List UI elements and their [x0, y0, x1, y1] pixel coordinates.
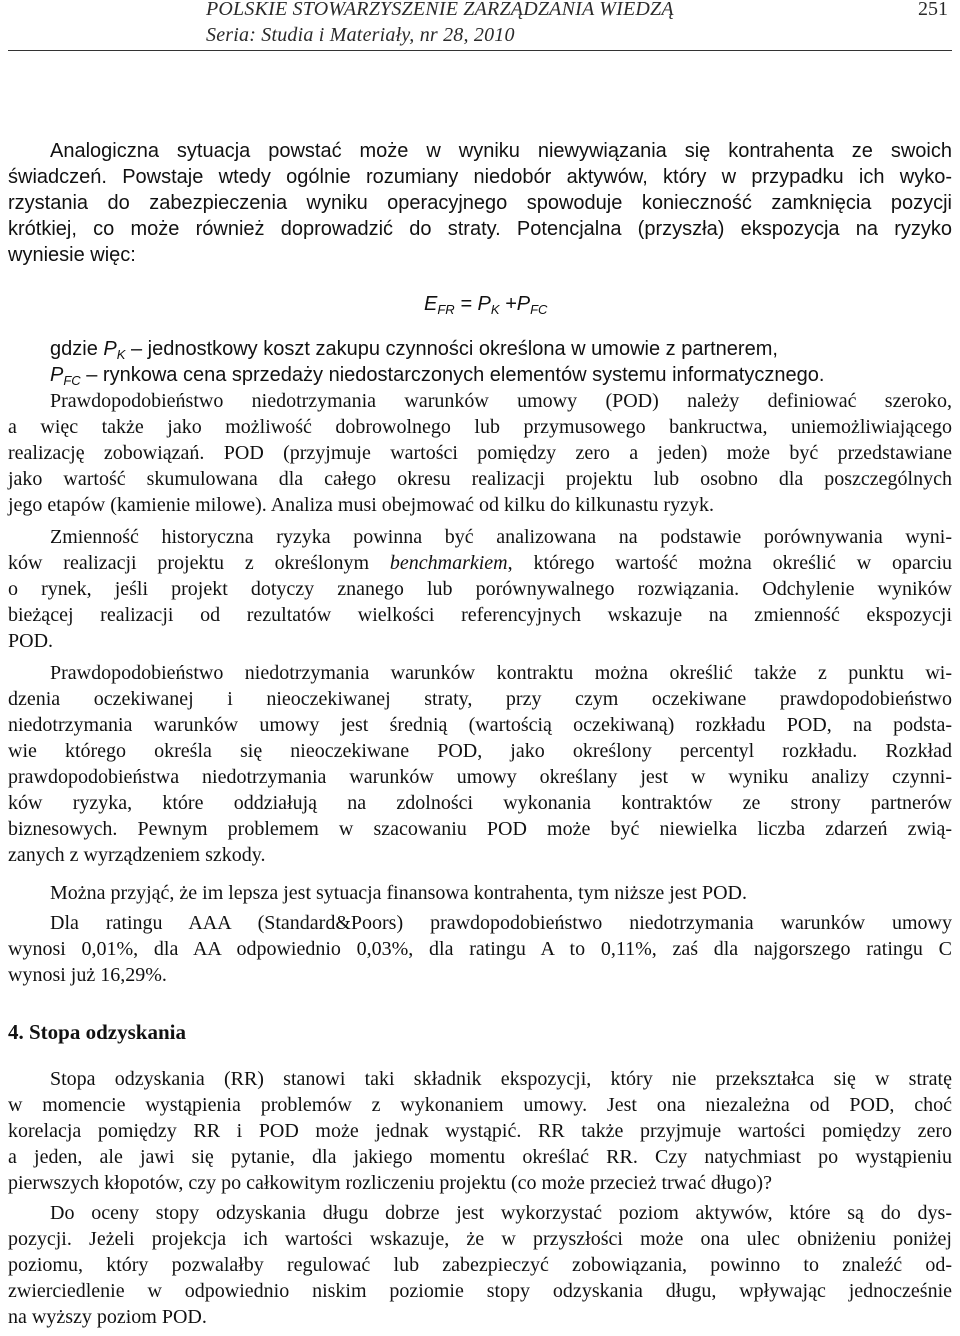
paragraph-line: Stopa odzyskania (RR) stanowi taki składnik ekspozycji, który nie przekształca się w stratę	[50, 1068, 952, 1090]
paragraph-line: poziomu, który pozwalałby regulować lub zabezpieczyć zobowiązania, powinno to znaleźć od-	[8, 1254, 952, 1276]
definition-text: – rynkowa cena sprzedaży niedostarczonych elementów systemu informatycznego.	[80, 364, 825, 386]
paragraph-line: korelacja pomiędzy RR i POD może jednak wystąpić. RR także przyjmuje wartości pomiędzy zero	[8, 1120, 952, 1142]
paragraph-line	[8, 550, 952, 576]
paragraph-line: niedotrzymania warunków umowy jest średnią (wartością oczekiwaną) rozkładu POD, na podsta-	[8, 714, 952, 736]
paragraph-line: pozycji. Jeżeli projekcja ich wartości wskazuje, że w przyszłości może ona ulec obniżeniu poniżej	[8, 1228, 952, 1250]
paragraph-line: o rynek, jeśli projekt dotyczy znanego lub porównywalnego rozwiązania. Odchylenie wyników	[8, 578, 952, 600]
paragraph-line: rzystania do zabezpieczenia wyniku operacyjnego spowoduje konieczność zamknięcia pozycji	[8, 192, 952, 214]
paragraph-line: zanych z wyrządzeniem szkody.	[8, 844, 266, 866]
paragraph-line: wie którego określa się nieoczekiwane POD, jako określony percentyl rozkładu. Rozkład	[8, 740, 952, 762]
italic-term: benchmarkiem	[389, 552, 508, 574]
exposure-equation	[424, 291, 547, 323]
paragraph-line: prawdopodobieństwa niedotrzymania warunków umowy określany jest w wyniku analizy czynni-	[8, 766, 952, 788]
eq-plus: +	[499, 293, 517, 315]
section-heading: 4. Stopa odzyskania	[8, 1020, 186, 1044]
eq-term2: P	[516, 293, 531, 315]
eq-lhs: E	[424, 293, 438, 315]
paragraph-line: krótkiej, co może również doprowadzić do straty. Potencjalna (przyszła) ekspozycja na ryzyko	[8, 218, 952, 240]
paragraph-line: Zmienność historyczna ryzyka powinna być analizowana na podstawie porównywania wyni-	[50, 526, 952, 548]
eq-term2-sub: FC	[530, 302, 548, 317]
paragraph-line: pierwszych kłopotów, czy po całkowitym rozliczeniu projektu (co może przecież trwać długo)?	[8, 1172, 772, 1194]
definition-var: P	[50, 364, 64, 386]
paragraph-line: wynosi już 16,29%.	[8, 964, 167, 986]
paragraph-line: POD.	[8, 630, 54, 652]
journal-title: POLSKIE STOWARZYSZENIE ZARZĄDZANIA WIEDZĄ	[206, 0, 674, 20]
eq-term1-sub: K	[490, 302, 500, 317]
definition-var-sub: FC	[63, 373, 81, 388]
paragraph-line: biznesowych. Pewnym problemem w szacowaniu POD może być niewielka liczba zdarzeń zwią-	[8, 818, 952, 840]
definition-text: – jednostkowy koszt zakupu czynności określona w umowie z partnerem,	[125, 338, 778, 360]
paragraph-line: dzenia oczekiwanej i nieoczekiwanej straty, przy czym oczekiwane prawdopodobieństwo	[8, 688, 952, 710]
paragraph-line: realizację zobowiązań. POD (przyjmuje wartości pomiędzy zero a jeden) może być przedstawiane	[8, 442, 952, 464]
paragraph-line: zwierciedlenie w odpowiednio niskim poziomie stopy odzyskania długu, wpływając jednocześnie	[8, 1280, 952, 1302]
paragraph-line: Prawdopodobieństwo niedotrzymania warunków umowy (POD) należy definiować szeroko,	[50, 390, 952, 412]
paragraph-line: Do oceny stopy odzyskania długu dobrze jest wykorzystać poziom aktywów, które są do dys-	[50, 1202, 952, 1224]
series-title: Seria: Studia i Materiały, nr 28, 2010	[206, 24, 515, 46]
paragraph-line: Można przyjąć, że im lepsza jest sytuacja finansowa kontrahenta, tym niższe jest POD.	[50, 882, 747, 904]
definition-var: P	[103, 338, 117, 360]
paragraph-line: Dla ratingu AAA (Standard&Poors) prawdopodobieństwo niedotrzymania warunków umowy	[50, 912, 952, 934]
paragraph-line: wynosi 0,01%, dla AA odpowiednio 0,03%, dla ratingu A to 0,11%, zaś dla najgorszego ratingu C	[8, 938, 952, 960]
paragraph-line: ków ryzyka, które oddziałują na zdolności wykonania kontraktów ze strony partnerów	[8, 792, 952, 814]
paragraph-line: bieżącej realizacji od rezultatów wielkości referencyjnych wskazuje na zmienność ekspozycji	[8, 604, 952, 626]
paragraph-line: świadczeń. Powstaje wtedy ogólnie rozumiany niedobór aktywów, który w przypadku ich wyko-	[8, 166, 952, 188]
paragraph-line: Prawdopodobieństwo niedotrzymania warunków kontraktu można określić także z punktu wi-	[50, 662, 952, 684]
paragraph-line: jego etapów (kamienie milowe). Analiza musi obejmować od kilku do kilkunastu ryzyk.	[8, 494, 714, 516]
paragraph-line: Analogiczna sytuacja powstać może w wyniku niewywiązania się kontrahenta ze swoich	[50, 140, 952, 162]
paragraph-line: w momencie wystąpienia problemów z wykonaniem umowy. Jest ona niezależna od POD, choć	[8, 1094, 952, 1116]
page-number: 251	[918, 0, 948, 20]
eq-term1: P	[477, 293, 491, 315]
paragraph-line: a jeden, ale jawi się pytanie, dla jakiego momentu określać RR. Czy natychmiast po wystąpieniu	[8, 1146, 952, 1168]
paragraph-line: na wyższy poziom POD.	[8, 1306, 207, 1328]
definition-var-sub: K	[116, 347, 126, 362]
definition-prefix: gdzie	[50, 338, 104, 360]
eq-equals: =	[454, 293, 478, 315]
paragraph-line: wyniesie więc:	[8, 244, 136, 266]
eq-lhs-sub: FR	[437, 302, 455, 317]
text-span: , którego wartość można określić w oparciu	[507, 552, 952, 574]
paragraph-line: a więc także jako możliwość dobrowolnego lub przymusowego bankructwa, uniemożliwiającego	[8, 416, 952, 438]
paragraph-line: jako wartość skumulowana dla całego okresu realizacji projektu lub osobno dla poszczególnych	[8, 468, 952, 490]
header-divider	[8, 50, 952, 51]
text-span: ków realizacji projektu z określonym	[8, 552, 370, 574]
